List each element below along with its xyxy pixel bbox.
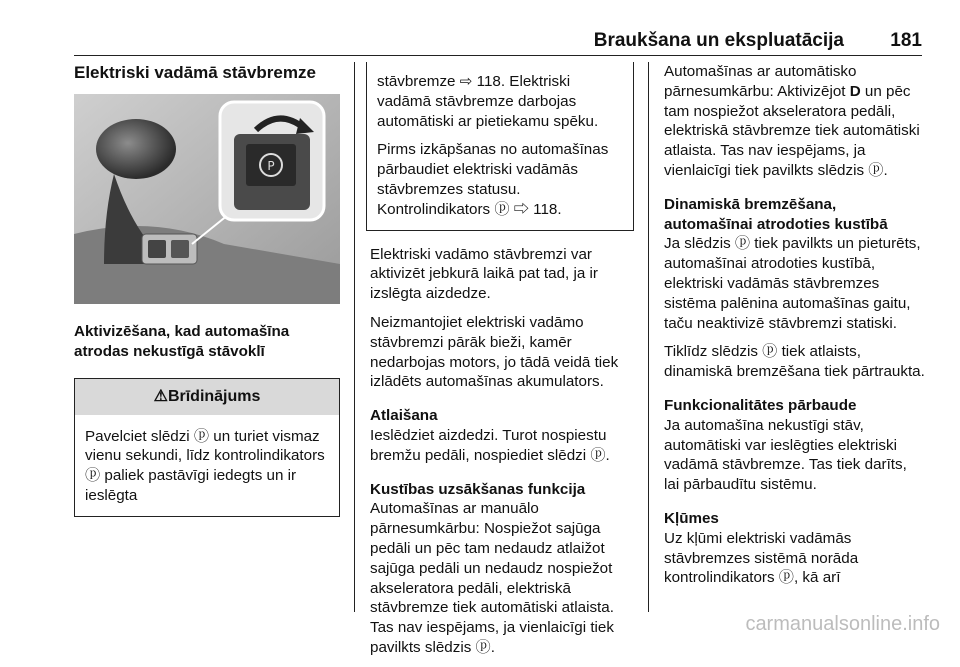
paragraph: Elektriski vadāmo stāvbremzi var aktivizēt jebkurā laikā pat tad, ja ir izslēgta aizdedze. [370,245,598,303]
warning-text: Pavelciet slēdzi ⓟ un turiet vismaz vienu sekundi, līdz kontrolindikators ⓟ paliek pastāvīgi iedegts un ir ieslēgta [85,427,325,504]
page-header [0,0,960,50]
warning-title: Brīdinājums [167,387,261,405]
column-divider [354,62,355,612]
text-run: Automašīnas ar automātisko pārnesumkārbu: Aktivizējot [664,63,857,100]
box-paragraph: Pirms izkāpšanas no automašīnas pārbaudiet elektriski vadāmās stāvbremzes statusu. Kontrolindikators ⓟ ⇨ 118. [377,141,609,218]
paragraph: Uz kļūmi elektriski vadāmās stāvbremzes sistēmā norāda kontrolindikators ⓟ, kā arī [664,529,859,587]
watermark: carmanualsonline.info [745,613,940,635]
subheading-start-function: Kustības uzsākšanas funkcija [370,480,586,498]
paragraph [664,62,926,181]
warning-header [75,379,339,415]
text-run: un pēc tam nospiežot akseleratora pedāli, elektriskā stāvbremze tiek automātiski atlaista. Tas nav iespējams, ja vienlaicīgi tiek pavilkts slēdzis ⓟ. [664,82,920,179]
warning-box-continuation [366,62,634,231]
paragraph: Neizmantojiet elektriski vadāmo stāvbremzi pārāk bieži, kamēr nedarbojas motors, jo tādā veidā tiek izlādēts automašīnas akumulators. [370,313,619,391]
subheading-faults: Kļūmes [664,509,719,527]
page-number: 181 [890,30,922,51]
column-2 [370,62,632,667]
subheading-check: Funkcionalitātes pārbaude [664,396,857,414]
gear-letter: D [849,82,861,100]
paragraph: Tiklīdz slēdzis ⓟ tiek atlaists, dinamiskā bremzēšana tiek pārtraukta. [664,343,925,381]
section-heading: Elektriski vadāmā stāvbremze [74,63,316,82]
subheading: Aktivizēšana, kad automašīna atrodas nekustīgā stāvoklī [74,323,290,360]
subheading-release: Atlaišana [370,407,438,425]
paragraph: Automašīnas ar manuālo pārnesumkārbu: Nospiežot sajūga pedāli un pēc tam nedaudz atlaižot sajūga pedāli un nedaudz nospiežot akseleratora pedāli, elektriskā stāvbremze tiek automātiski atlaista. Tas nav iespējams, ja vienlaicīgi tiek pavilkts slēdzis ⓟ. [370,500,614,656]
paragraph: Ja slēdzis ⓟ tiek pavilkts un pieturēts, automašīnai atrodoties kustībā, elektriski vadāmās stāvbremzes sistēma palēnina automašīnas gaitu, taču neaktivizē stāvbremzi statiski. [664,235,921,332]
warning-triangle-icon: ⚠ [153,387,168,405]
header-title: Braukšana un ekspluatācija [593,30,844,51]
paragraph: Ieslēdziet aizdedzi. Turot nospiestu bremžu pedāli, nospiediet slēdzi ⓟ. [370,426,610,464]
warning-box [74,378,340,517]
column-divider [648,62,649,612]
column-3 [664,62,926,597]
svg-text:P: P [267,159,275,173]
box-paragraph: stāvbremze ⇨ 118. Elektriski vadāmā stāvbremze darbojas automātiski ar pietiekamu spēku. [377,73,599,130]
parking-brake-photo [74,94,340,304]
column-1 [74,62,340,517]
paragraph: Ja automašīna nekustīgi stāv, automātiski var ieslēgties elektriski vadāmā stāvbremze. Tas tiek darīts, lai pārbaudītu sistēmu. [664,416,907,494]
subheading-dynamic: Dinamiskā bremzēšana, automašīnai atrodoties kustībā [664,195,888,233]
header-rule [74,55,922,56]
